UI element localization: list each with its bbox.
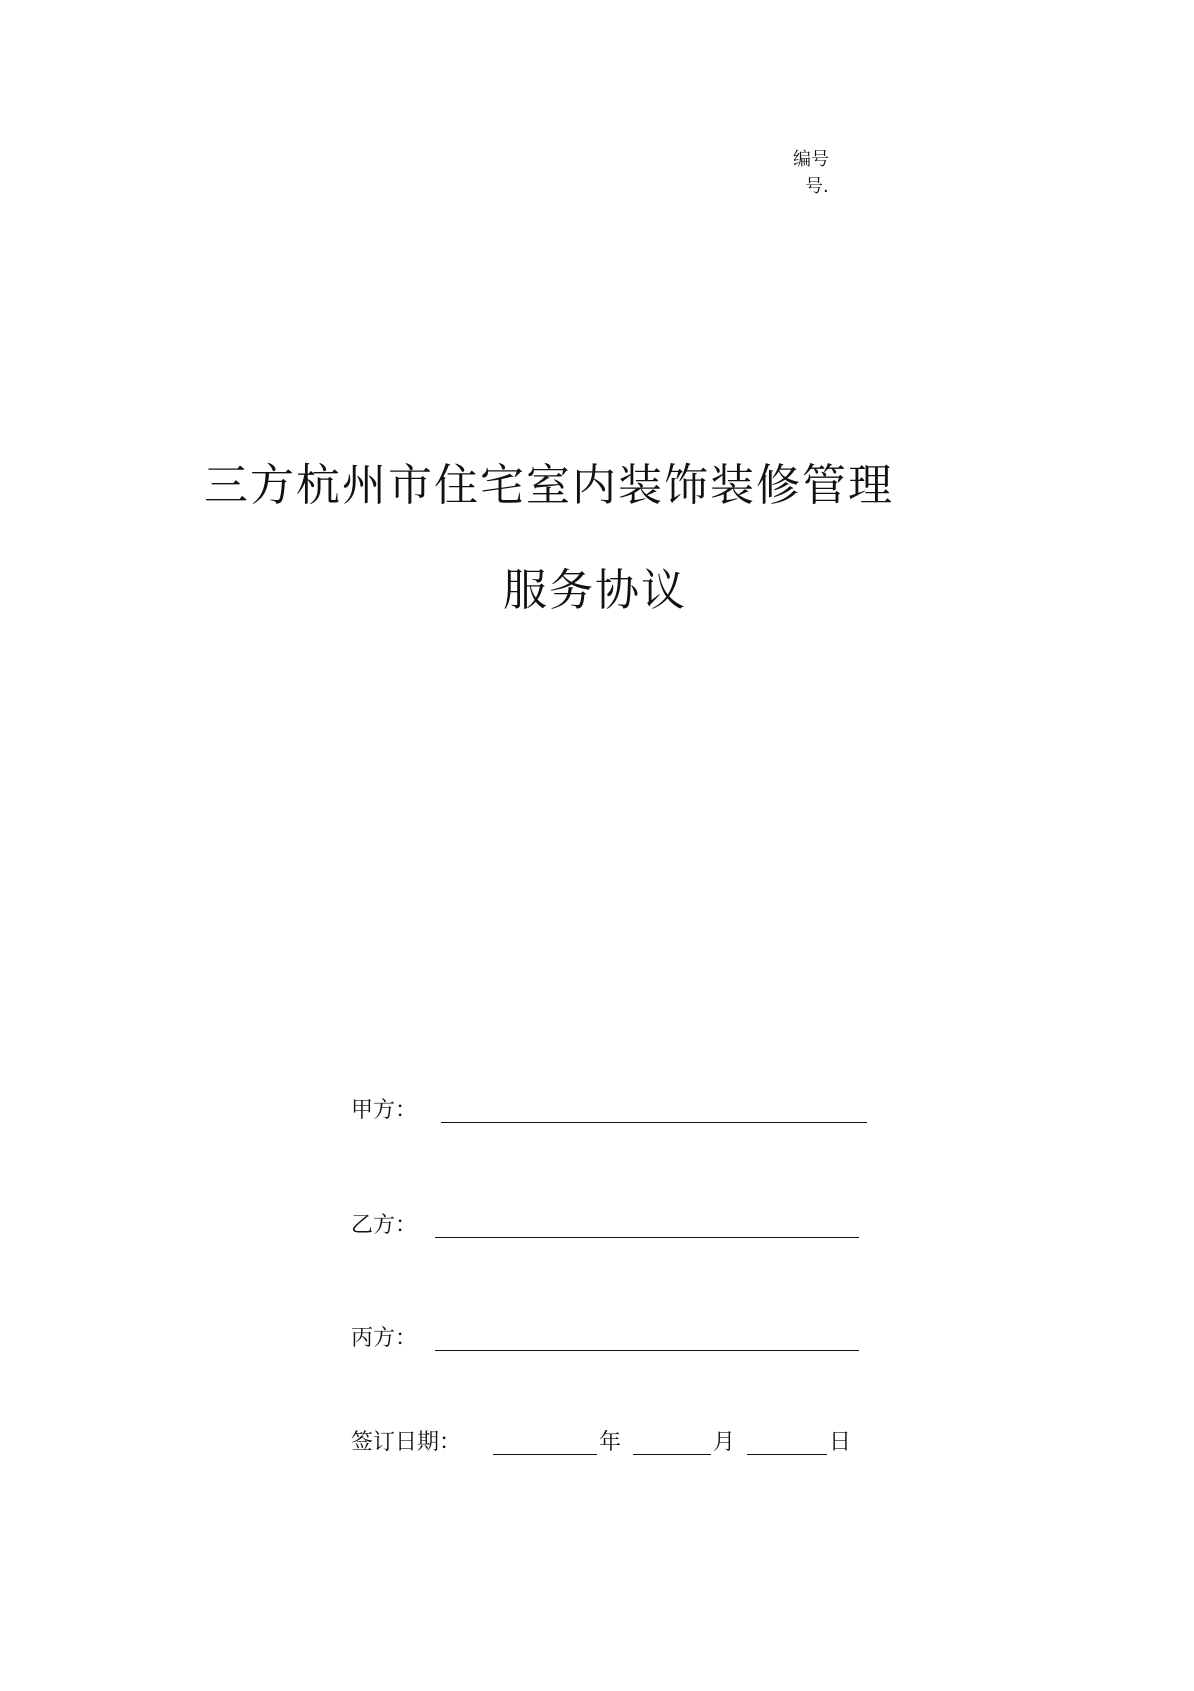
party-a-row	[351, 1096, 871, 1126]
signing-date-year-unit: 年	[599, 1430, 622, 1455]
signing-date-day-blank[interactable]	[747, 1454, 827, 1455]
document-number-suffix: 号.	[805, 176, 829, 197]
party-c-label: 丙方：	[351, 1326, 418, 1351]
signing-date-month-unit: 月	[713, 1430, 736, 1455]
party-a-blank-line[interactable]	[441, 1122, 867, 1123]
document-title-line-2: 服务协议	[503, 565, 687, 616]
document-number-field	[793, 146, 829, 200]
signing-date-day-unit: 日	[829, 1430, 852, 1455]
document-number-label: 编号	[793, 149, 829, 170]
party-c-blank-line[interactable]	[435, 1350, 859, 1351]
party-c-row	[351, 1324, 871, 1354]
signing-date-month-blank[interactable]	[633, 1454, 711, 1455]
party-b-label: 乙方：	[351, 1213, 418, 1238]
party-b-blank-line[interactable]	[435, 1237, 859, 1238]
signing-date-label: 签订日期：	[351, 1430, 462, 1455]
party-a-label: 甲方：	[351, 1098, 418, 1123]
signing-date-year-blank[interactable]	[493, 1454, 597, 1455]
party-b-row	[351, 1211, 871, 1241]
document-title-line-1: 三方杭州市住宅室内装饰装修管理	[204, 460, 894, 511]
